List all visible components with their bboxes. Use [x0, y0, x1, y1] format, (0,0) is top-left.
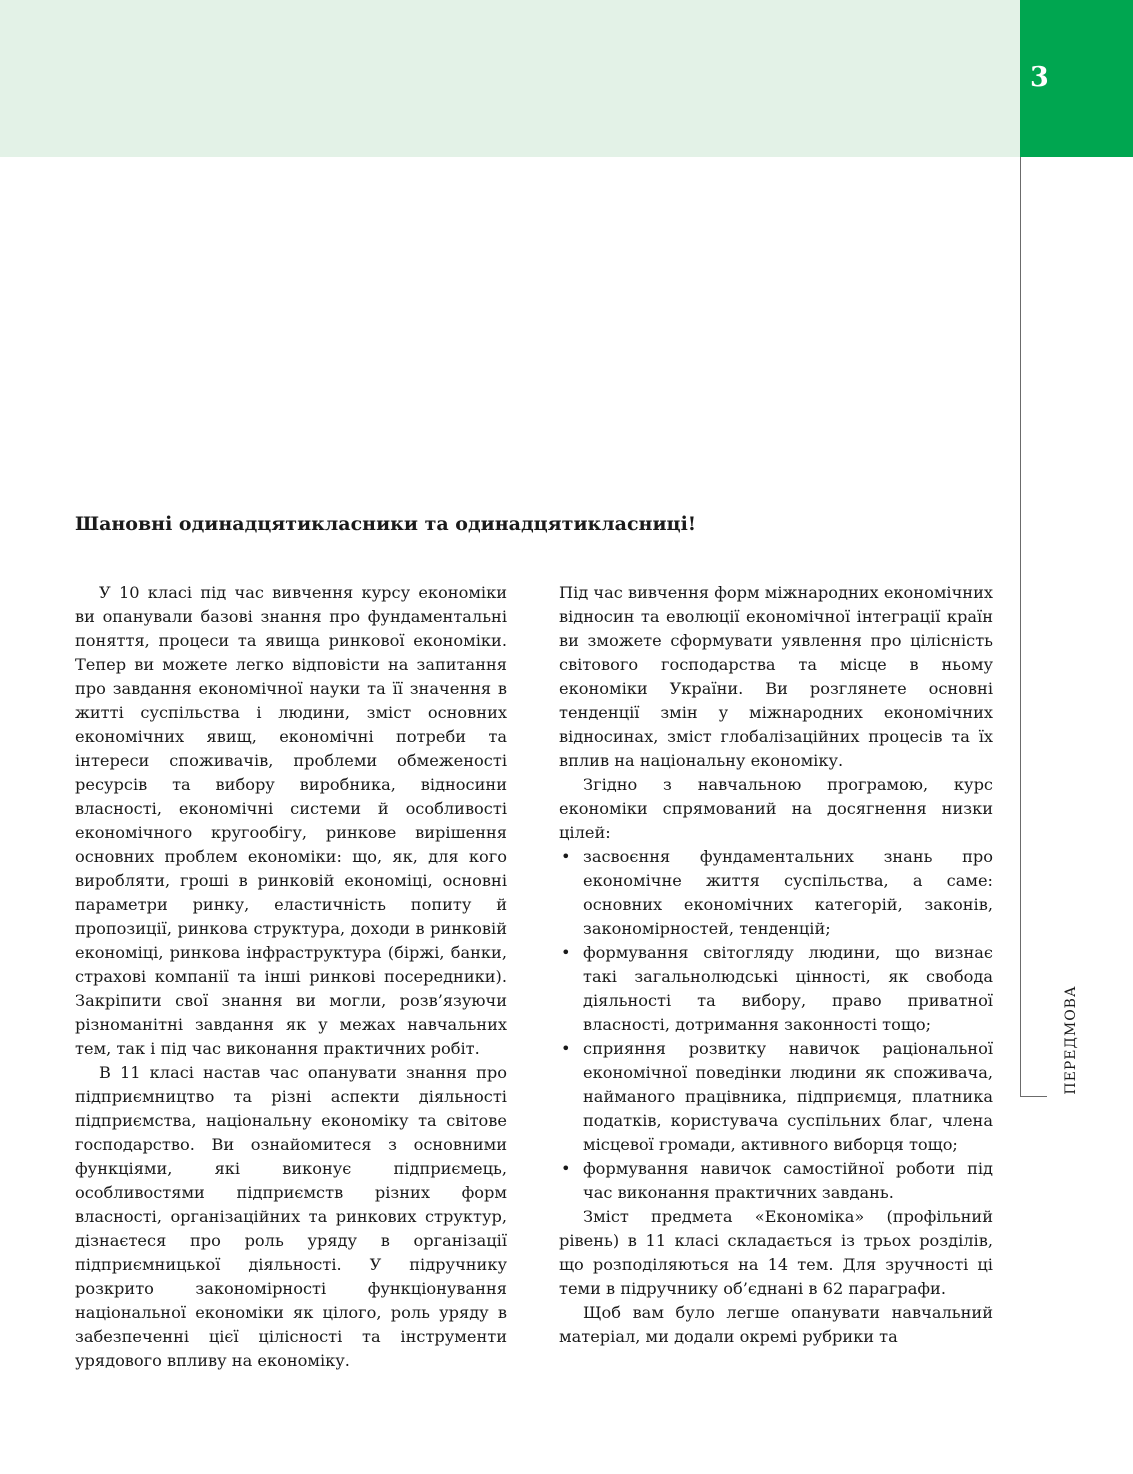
paragraph: В 11 класі настав час опанувати знання про підприємництво та різні аспекти діяльності підприємства, національну економіку та світове господарство. Ви ознайомитеся з основними функціями, які виконує підприємець, особливостями підприємств різних форм власності, організаційних та ринкових структур, дізнаєтеся про роль уряду в організації підприємницької діяльності. У підручнику розкрито закономірності функціонування національної економіки як цілого, роль уряду в забезпеченні цієї цілісності та інструменти урядового впливу на економіку.	[75, 1063, 507, 1370]
page-heading: Шановні одинадцятикласники та одинадцятикласниці!	[75, 513, 697, 535]
right-column	[559, 581, 993, 1349]
side-rule-foot	[1020, 1096, 1047, 1097]
header-band	[0, 0, 1020, 157]
page-number: 3	[1030, 62, 1049, 93]
list-item: • сприяння розвитку навичок раціональної економічної поведінки людини як споживача, найманого працівника, підприємця, платника податків, користувача суспільних благ, члена місцевої громади, активного виборця тощо;	[559, 1037, 993, 1157]
left-column	[75, 581, 507, 1373]
paragraph: У 10 класі під час вивчення курсу економіки ви опанували базові знання про фундаментальні поняття, процеси та явища ринкової економіки. Тепер ви можете легко відповісти на запитання про завдання економічної науки та її значення в житті суспільства і людини, зміст основних економічних явищ, економічні потреби та інтереси споживачів, проблеми обмеженості ресурсів та вибору виробника, відносини власності, економічні системи й особливості економічного кругообігу, ринкове вирішення основних проблем економіки: що, як, для кого виробляти, гроші в ринковій економіці, основні параметри ринку, еластичність попиту й пропозиції, ринкова структура, доходи в ринковій економіці, ринкова інфраструктура (біржі, банки, страхові компанії та інші ринкові посередники). Закріпити свої знання ви могли, розв’язуючи різноманітні завдання як у межах навчальних тем, так і під час виконання практичних робіт.	[75, 583, 507, 1058]
goals-list	[559, 845, 993, 1205]
paragraph: Під час вивчення форм міжнародних економічних відносин та еволюції економічної інтеграції країн ви зможете сформувати уявлення про цілісність світового господарства та місце в ньому економіки України. Ви розглянете основні тенденції змін у міжнародних економічних відносинах, зміст глобалізаційних процесів та їх вплив на національну економіку.	[559, 583, 993, 770]
list-item: • засвоєння фундаментальних знань про економічне життя суспільства, а саме: основних економічних категорій, законів, закономірностей, тенденцій;	[559, 845, 993, 941]
side-rule	[1020, 157, 1021, 1097]
paragraph: Згідно з навчальною програмою, курс економіки спрямований на досягнення низки цілей:	[559, 775, 993, 842]
list-item: • формування світогляду людини, що визнає такі загальнолюдські цінності, як свобода діяльності та вибору, право приватної власності, дотримання законності тощо;	[559, 941, 993, 1037]
paragraph: Зміст предмета «Економіка» (профільний рівень) в 11 класі складається із трьох розділів, що розподіляються на 14 тем. Для зручності ці теми в підручнику об’єднані в 62 параграфи.	[559, 1207, 993, 1298]
paragraph: Щоб вам було легше опанувати навчальний матеріал, ми додали окремі рубрики та	[559, 1303, 993, 1346]
section-label: ПЕРЕДМОВА	[1063, 985, 1079, 1095]
list-item: • формування навичок самостійної роботи під час виконання практичних завдань.	[559, 1157, 993, 1205]
